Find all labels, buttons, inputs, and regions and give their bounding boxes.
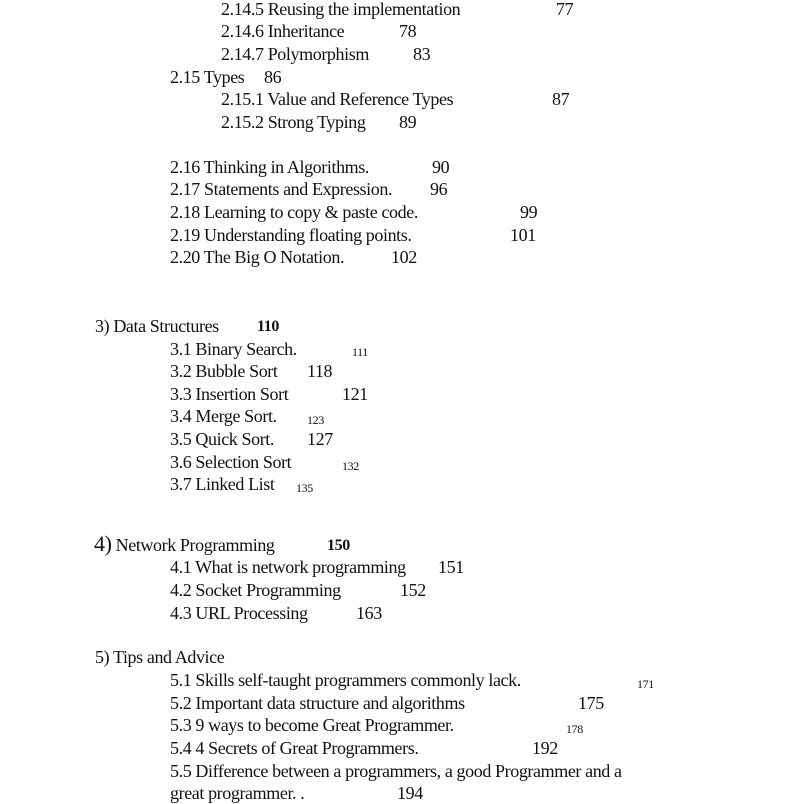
toc-entry-2-15-page: 86 (264, 67, 282, 87)
toc-entry-5-1-title: 5.1 Skills self-taught programmers commonly lack. (170, 670, 521, 690)
toc-chapter-5-num: 5) (95, 647, 110, 667)
toc-entry-3-2-page: 118 (307, 361, 333, 381)
toc-entry-3-4-page: 123 (307, 413, 324, 427)
toc-chapter-5 (95, 646, 224, 668)
toc-entry-2-15-2-title: 2.15.2 Strong Typing (221, 112, 366, 132)
toc-entry-5-5-title-line2: great programmer. . (170, 783, 305, 803)
toc-entry-5-4-title: 5.4 4 Secrets of Great Programmers. (170, 738, 419, 758)
toc-entry-5-1-page: 171 (637, 677, 654, 691)
toc-entry-3-1-title: 3.1 Binary Search. (170, 339, 297, 359)
toc-entry-2-17-page: 96 (430, 179, 448, 199)
toc-entry-3-5-page: 127 (307, 429, 333, 449)
toc-entry-2-15-2-page: 89 (399, 112, 417, 132)
toc-chapter-4-page: 150 (327, 537, 350, 554)
toc-entry-5-2-page: 175 (578, 693, 604, 713)
toc-chapter-3 (95, 315, 219, 337)
toc-entry-2-19-title: 2.19 Understanding floating points. (170, 225, 412, 245)
toc-entry-2-20-title: 2.20 The Big O Notation. (170, 247, 345, 267)
toc-entry-5-2-title: 5.2 Important data structure and algorithms (170, 693, 465, 713)
toc-entry-3-3-title: 3.3 Insertion Sort (170, 384, 289, 404)
toc-chapter-3-title: Data Structures (113, 316, 219, 336)
toc-entry-2-18-page: 99 (520, 202, 538, 222)
toc-entry-2-20-page: 102 (391, 247, 417, 267)
toc-entry-5-3-page: 178 (566, 722, 583, 736)
toc-entry-2-19-page: 101 (510, 225, 536, 245)
toc-entry-2-14-6-page: 78 (399, 21, 417, 41)
toc-entry-3-7-title: 3.7 Linked List (170, 474, 275, 494)
toc-entry-4-2-title: 4.2 Socket Programming (170, 580, 341, 600)
toc-entry-2-14-7-page: 83 (413, 44, 431, 64)
toc-entry-2-16-title: 2.16 Thinking in Algorithms. (170, 157, 369, 177)
toc-entry-5-5-page: 194 (397, 783, 423, 803)
toc-entry-3-7-page: 135 (296, 481, 313, 495)
toc-entry-5-4-page: 192 (532, 738, 558, 758)
toc-entry-4-3-title: 4.3 URL Processing (170, 603, 308, 623)
toc-entry-2-17-title: 2.17 Statements and Expression. (170, 179, 393, 199)
toc-entry-3-6-title: 3.6 Selection Sort (170, 452, 292, 472)
toc-entry-3-3-page: 121 (342, 384, 368, 404)
toc-entry-3-5-title: 3.5 Quick Sort. (170, 429, 274, 449)
toc-chapter-5-title: Tips and Advice (112, 647, 225, 667)
toc-entry-2-15-title: 2.15 Types (170, 67, 245, 87)
toc-entry-3-4-title: 3.4 Merge Sort. (170, 406, 277, 426)
toc-entry-3-6-page: 132 (342, 459, 359, 473)
toc-entry-4-2-page: 152 (400, 580, 426, 600)
toc-entry-2-18-title: 2.18 Learning to copy & paste code. (170, 202, 418, 222)
toc-chapter-4-num: 4) (94, 531, 112, 556)
toc-entry-4-3-page: 163 (356, 603, 382, 623)
toc-entry-2-15-1-title: 2.15.1 Value and Reference Types (221, 89, 454, 109)
toc-chapter-3-num: 3) (95, 316, 110, 336)
toc-chapter-4 (94, 533, 275, 556)
toc-entry-5-5-title-line1: 5.5 Difference between a programmers, a good Programmer and a (170, 761, 622, 781)
toc-entry-3-1-page: 111 (352, 345, 368, 359)
toc-entry-2-15-1-page: 87 (552, 89, 570, 109)
toc-entry-2-14-7-title: 2.14.7 Polymorphism (221, 44, 369, 64)
toc-chapter-3-page: 110 (257, 318, 279, 335)
toc-entry-2-14-5-title: 2.14.5 Reusing the implementation (221, 0, 461, 19)
toc-entry-2-14-5-page: 77 (556, 0, 574, 19)
toc-chapter-4-title: Network Programming (115, 535, 275, 555)
toc-entry-5-3-title: 5.3 9 ways to become Great Programmer. (170, 715, 454, 735)
toc-entry-2-14-6-title: 2.14.6 Inheritance (221, 21, 345, 41)
toc-entry-3-2-title: 3.2 Bubble Sort (170, 361, 278, 381)
toc-entry-4-1-title: 4.1 What is network programming (170, 557, 406, 577)
toc-entry-4-1-page: 151 (438, 557, 464, 577)
toc-entry-2-16-page: 90 (432, 157, 450, 177)
